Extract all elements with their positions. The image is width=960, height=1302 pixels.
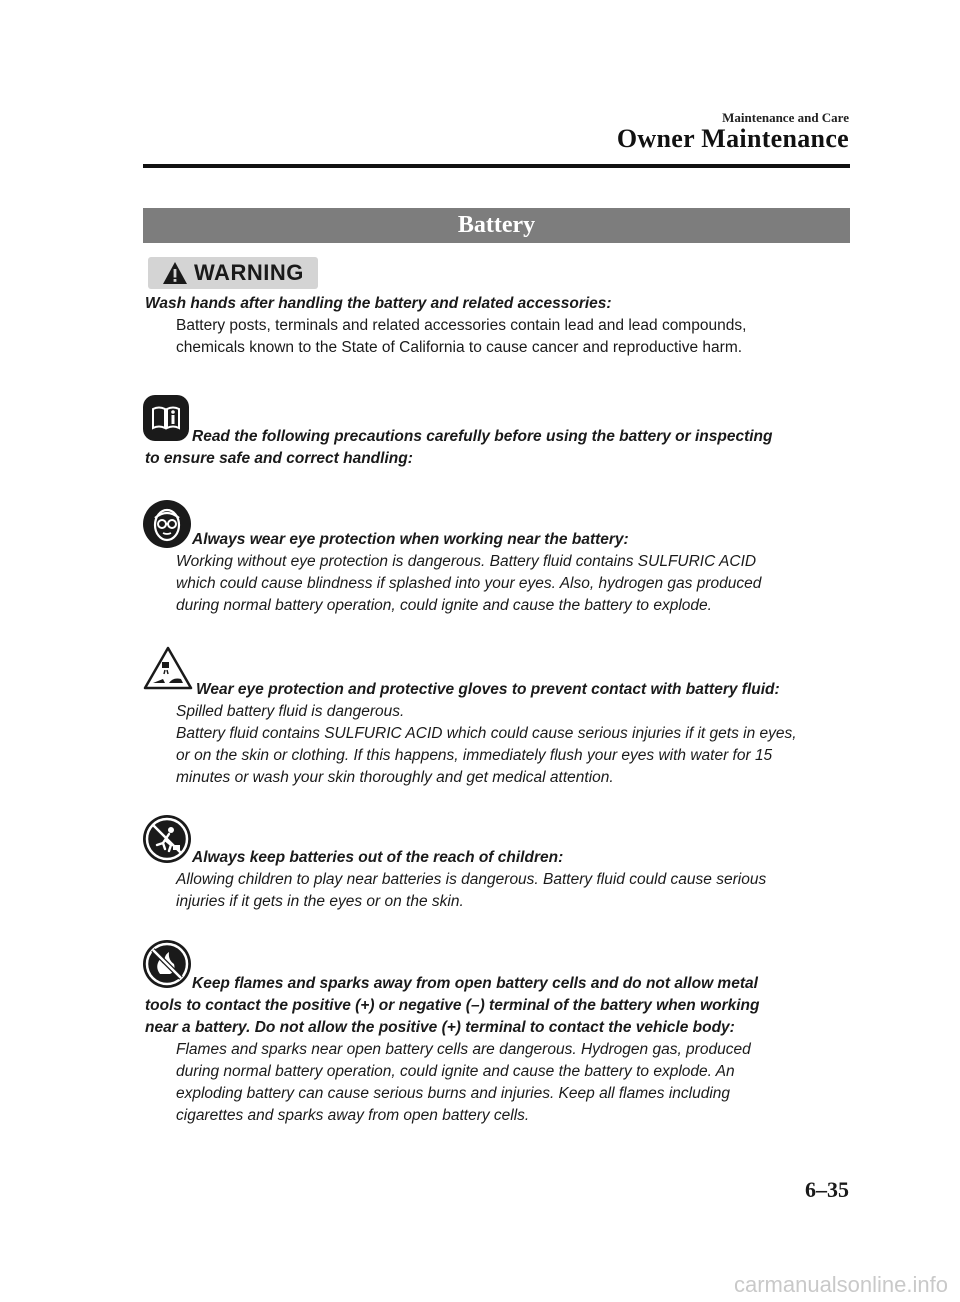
gloves-body-line: minutes or wash your skin thoroughly and get medical attention.	[176, 769, 614, 786]
eye-protection-icon	[143, 500, 191, 548]
gloves-body-line: Battery fluid contains SULFURIC ACID which could cause serious injuries if it gets in eyes,	[176, 725, 797, 742]
flames-heading-line: tools to contact the positive (+) or negative (–) terminal of the battery when working	[145, 997, 760, 1014]
flames-body-line: Flames and sparks near open battery cells are dangerous. Hydrogen gas, produced	[176, 1041, 751, 1058]
warning-label: WARNING	[194, 260, 304, 285]
children-body-line: injuries if it gets in the eyes or on the skin.	[176, 893, 464, 910]
read-manual-line: to ensure safe and correct handling:	[145, 450, 413, 467]
header-rule	[143, 164, 850, 168]
read-manual-icon	[143, 395, 189, 441]
keep-away-children-icon	[143, 815, 191, 863]
warning-triangle-icon	[162, 261, 188, 285]
flames-body-line: during normal battery operation, could ignite and cause the battery to explode. An	[176, 1063, 735, 1080]
section-title: Battery	[143, 208, 850, 243]
chapter-label: Maintenance and Care	[722, 110, 849, 125]
page-title: Owner Maintenance	[616, 124, 849, 153]
flames-heading-line: near a battery. Do not allow the positive (+) terminal to contact the vehicle body:	[145, 1019, 735, 1036]
children-heading: Always keep batteries out of the reach of children:	[192, 849, 564, 866]
warning-heading: Wash hands after handling the battery and related accessories:	[145, 295, 612, 312]
flames-body-line: cigarettes and sparks away from open battery cells.	[176, 1107, 530, 1124]
no-flames-icon	[143, 940, 191, 988]
flames-body-line: exploding battery can cause serious burns and injuries. Keep all flames including	[176, 1085, 731, 1102]
eye-protection-body-line: Working without eye protection is dangerous. Battery fluid contains SULFURIC ACID	[176, 553, 757, 570]
eye-protection-body-line: during normal battery operation, could ignite and cause the battery to explode.	[176, 597, 712, 614]
eye-protection-heading: Always wear eye protection when working near the battery:	[192, 531, 629, 548]
warning-badge	[148, 257, 318, 289]
children-body-line: Allowing children to play near batteries is dangerous. Battery fluid could cause serious	[176, 871, 767, 888]
corrosive-hazard-icon	[143, 646, 193, 690]
eye-protection-body-line: which could cause blindness if splashed into your eyes. Also, hydrogen gas produced	[176, 575, 762, 592]
warning-body-line: Battery posts, terminals and related accessories contain lead and lead compounds,	[176, 317, 747, 334]
gloves-body-line: or on the skin or clothing. If this happens, immediately flush your eyes with water for 15	[176, 747, 773, 764]
gloves-heading: Wear eye protection and protective gloves to prevent contact with battery fluid:	[196, 681, 780, 698]
warning-body-line: chemicals known to the State of California to cause cancer and reproductive harm.	[176, 339, 743, 356]
read-manual-line: Read the following precautions carefully before using the battery or inspecting	[192, 428, 773, 445]
gloves-body-line: Spilled battery fluid is dangerous.	[176, 703, 405, 720]
flames-heading-line: Keep flames and sparks away from open battery cells and do not allow metal	[192, 975, 758, 992]
page-number: 6–35	[805, 1177, 849, 1202]
watermark: carmanualsonline.info	[733, 1272, 948, 1297]
